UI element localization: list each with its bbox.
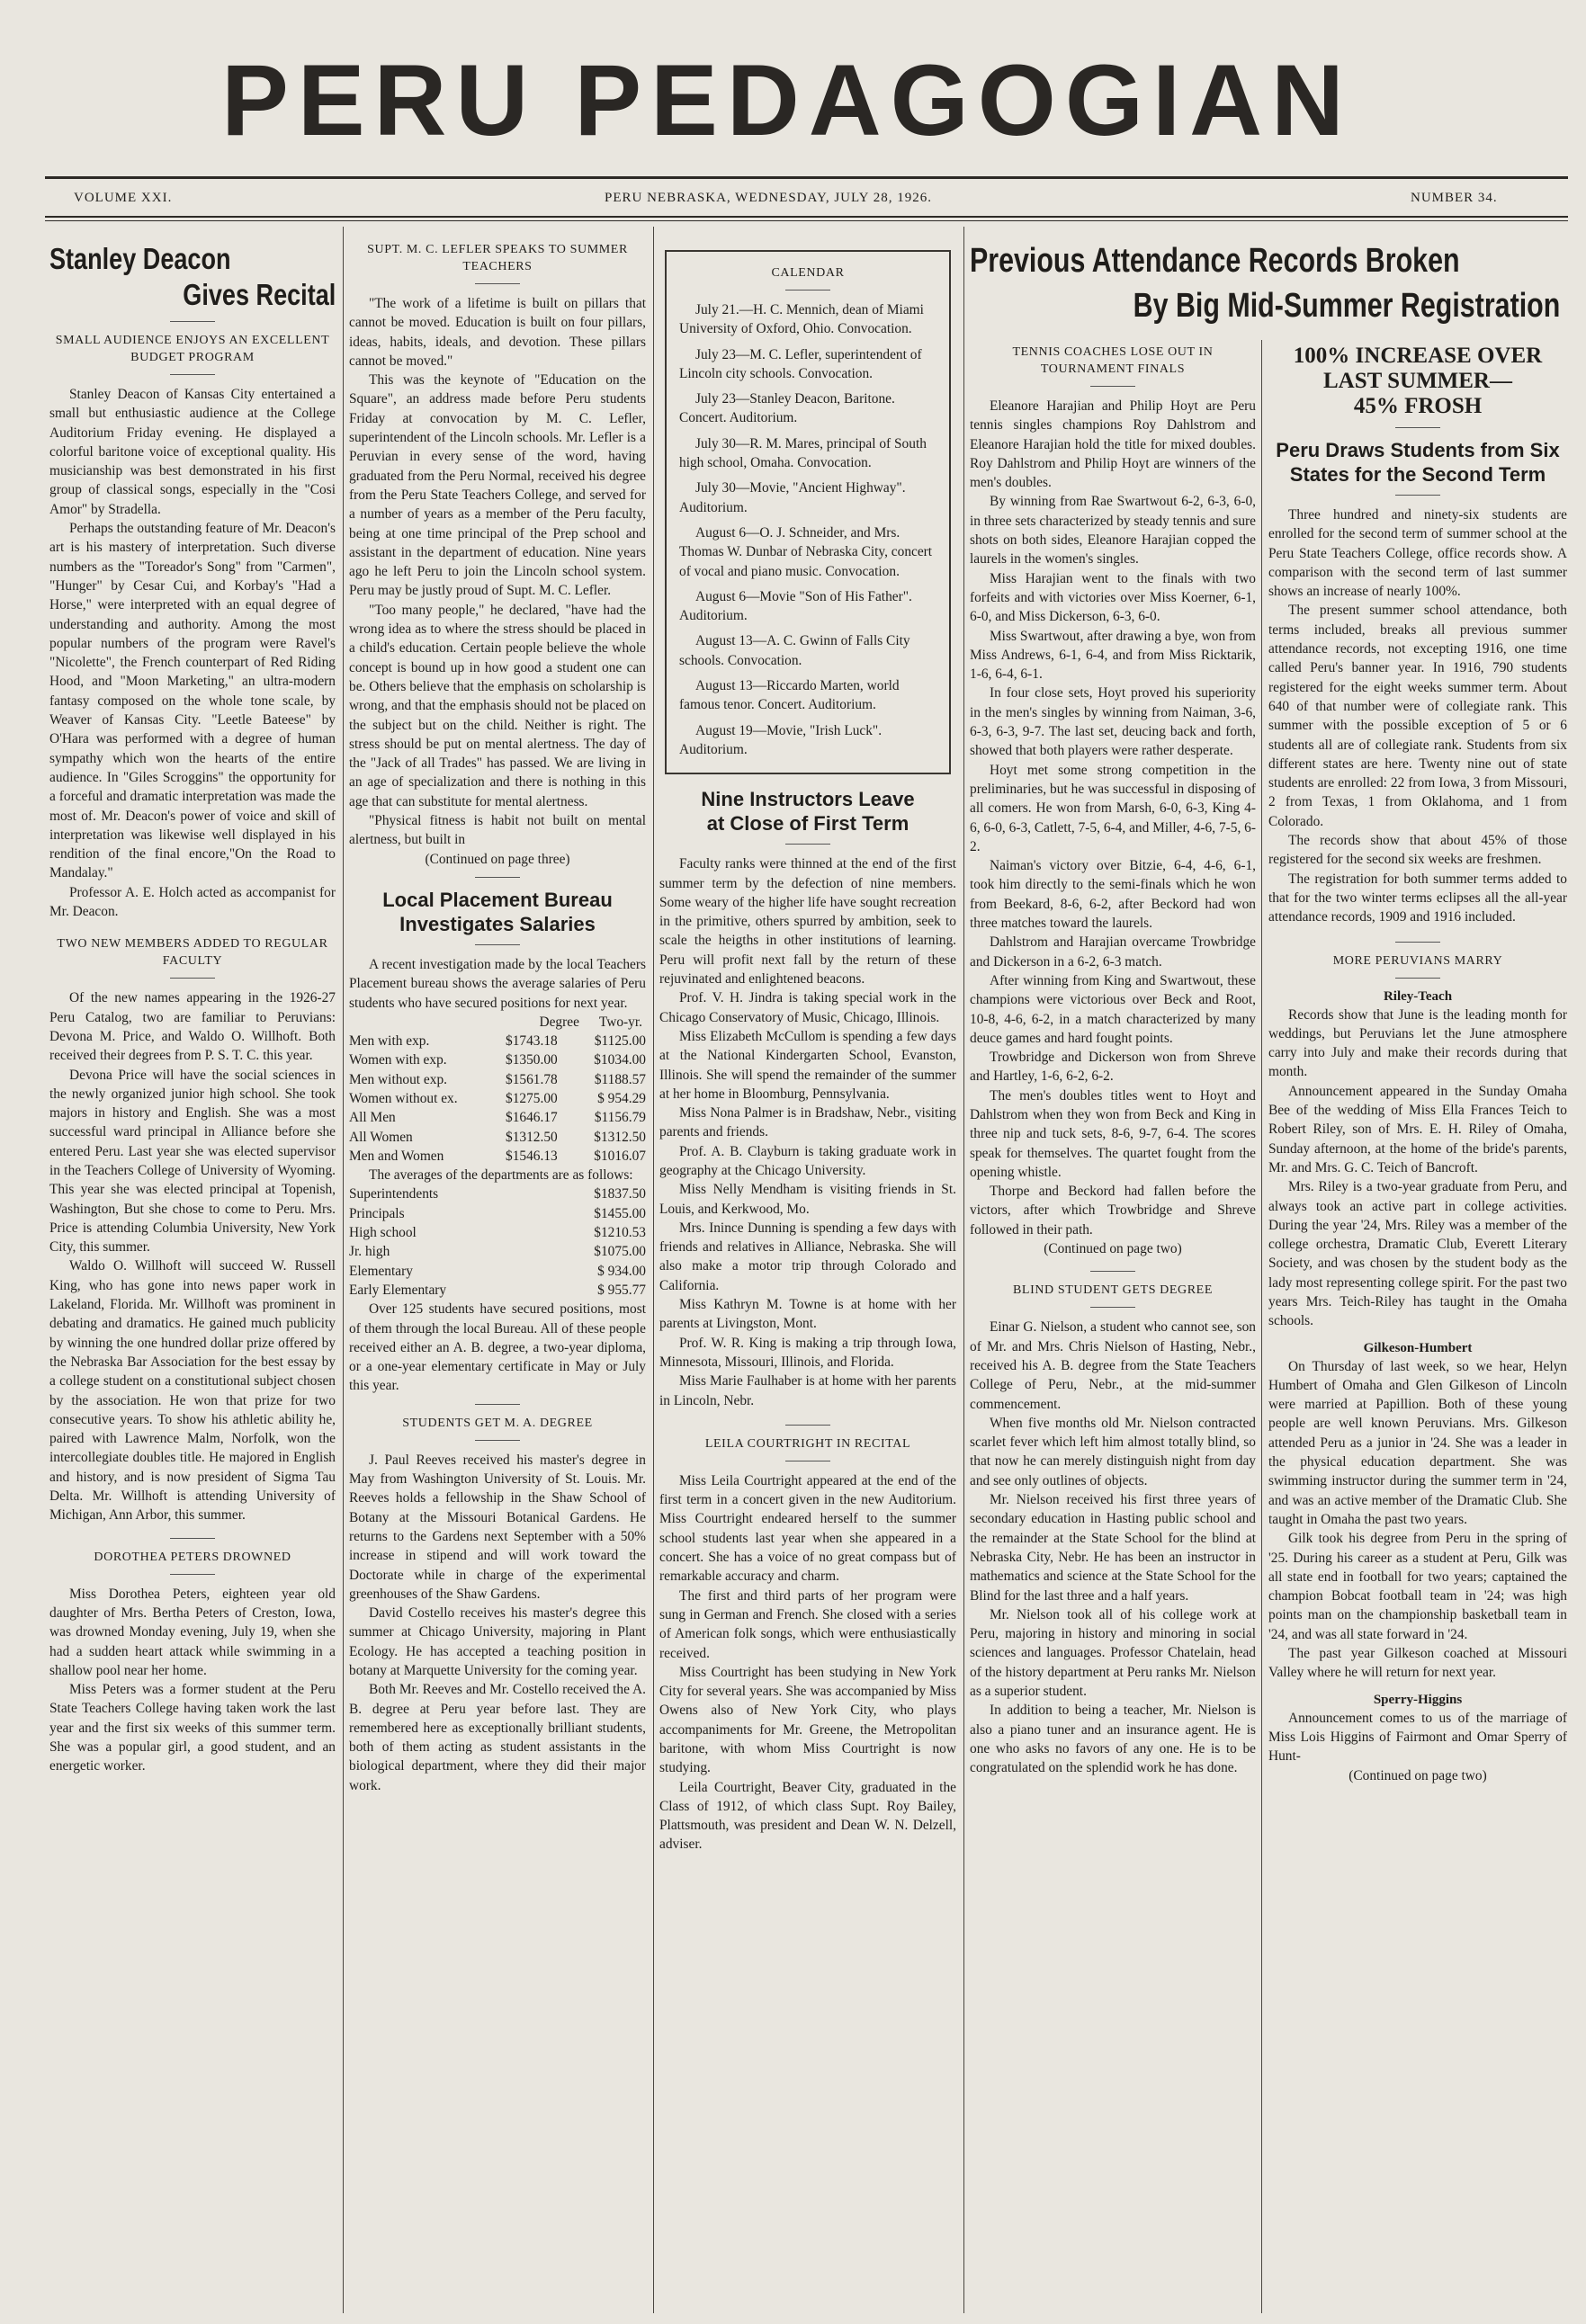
paragraph: Miss Courtright has been studying in New York City for several years. She was accompanied by Miss Owens also of New York City, who plays accompaniments for Mr. Greene, the Metropolitan baritone, with whom Miss Courtright is now studying. [659,1664,956,1776]
column-header: Degree [539,1014,579,1030]
table-cell: $1275.00 [506,1090,558,1106]
column-1 [49,241,336,2310]
paragraph: Miss Harajian went to the finals with two forfeits and with victories over Miss Koerner, 6-1, 6-0, and Miss Dickerson, 6-3, 6-0. [970,570,1256,625]
table-row [349,1262,646,1281]
paragraph: A recent investigation made by the local Teachers Placement bureau shows the average salaries of Peru students who have secured positions for next year. [349,956,646,1011]
calendar-entry: July 30—Movie, "Ancient Highway". Auditorium. [679,480,906,515]
headline: at Close of First Term [706,812,909,836]
paragraph: Miss Kathryn M. Towne is at home with her parents at Livingston, Mont. [659,1297,956,1332]
paragraph: Miss Nelly Mendham is visiting friends in St. Louis, and Kerkwood, Mo. [659,1182,956,1217]
subheadline: 100% INCREASE OVER LAST SUMMER— [1293,344,1543,393]
table-cell: $1561.78 [506,1071,558,1087]
calendar-entry: August 6—O. J. Schneider, and Mrs. Thomas W. Dunbar of Nebraska City, concert of vocal and piano music. Convocation. [679,524,933,579]
continued-note: (Continued on page two) [1349,1767,1487,1783]
table-cell: Women with exp. [349,1052,447,1068]
calendar-entry: August 6—Movie "Son of His Father". Auditorium. [679,588,912,624]
column-2 [349,241,646,2310]
calendar-entry: July 23—M. C. Lefler, superintendent of Lincoln city schools. Convocation. [679,346,922,381]
table-row [349,1050,646,1069]
paragraph: Three hundred and ninety-six students are enrolled for the second term of summer school at the Peru State Teachers College, office records show. A comparison with the second term of last summer shows an increase of nearly 100%. [1268,507,1567,600]
paragraph: This was the keynote of "Education on the Square", an address made before Peru students Friday at convocation by M. C. Lefler, superintendent of the Lincoln schools. Mr. Lefler is a Peruvian in every sense of the word, having graduated from the Peru Normal, received his degree from the Peru State Teachers College, and served for a number of years as a member of the Peru faculty, being at one time principal of the Prep school and assistant in the department of education. Nine years ago he left Peru to join the Lincoln school system. Peru may be justly proud of Supt. M. C. Lefler. [349,372,646,599]
separator [170,374,215,375]
masthead-rule-top [45,176,1568,179]
paragraph: Miss Marie Faulhaber is at home with her parents in Lincoln, Nebr. [659,1373,956,1408]
table-cell: $1546.13 [506,1148,558,1164]
paragraph: Prof. A. B. Clayburn is taking graduate work in geography at the Chicago University. [659,1143,956,1178]
table-cell: Early Elementary [349,1282,447,1298]
article-new-faculty [49,935,336,1524]
separator [785,844,830,845]
headline: Previous Attendance Records Broken [970,242,1460,280]
paragraph: Announcement comes to us of the marriage of Miss Lois Higgins of Fairmont and Omar Sperry of Hunt- [1268,1710,1567,1765]
article-tennis [970,344,1256,1258]
separator [475,1440,520,1441]
paragraph: David Costello receives his master's degree this summer at Chicago University, majoring in Plant Ecology. He has accepted a teaching position in botany at Marquette University for the coming year. [349,1605,646,1678]
paragraph: The present summer school attendance, both terms included, breaks all previous summer attendance records, not excepting 1916, one time called Peru's banner year. In 1916, 790 students registered for the eight weeks summer term. About 640 of that number were of collegiate rank. This summer with the possible exception of 5 or 6 students all are of collegiate rank. Students from six different states are here. Twenty nine out of state students are enrolled: 22 from Iowa, 3 from Missouri, 2 from Texas, 1 from Oklahoma, and 1 from Colorado. [1268,603,1567,829]
column-5 [1268,344,1567,2310]
table-cell: $1312.50 [506,1129,558,1145]
article-nine-instructors [659,787,956,1410]
table-cell: Principals [349,1205,405,1221]
table-cell: $ 954.29 [597,1090,646,1106]
paragraph: Dahlstrom and Harajian overcame Trowbridge and Dickerson in a 6-2, 6-3 match. [970,934,1256,970]
article-ma-degree [349,1415,646,1795]
paragraph: "Physical fitness is habit not built on mental alertness, but built in [349,813,646,848]
continued-note: (Continued on page three) [425,851,570,867]
separator [1090,1271,1135,1272]
calendar-entry: July 23—Stanley Deacon, Baritone. Concert. Auditorium. [679,391,895,426]
subheadline: SMALL AUDIENCE ENJOYS AN EXCELLENT BUDGET PROGRAM [55,334,330,364]
table-cell: Jr. high [349,1244,390,1260]
table-cell: $1188.57 [594,1071,646,1087]
salary-table-header [349,1013,646,1032]
table-cell: $1075.00 [594,1244,646,1260]
calendar-box [665,250,951,774]
paragraph: Over 125 students have secured positions, most of them through the local Bureau. All of these people received either an A. B. degree, a two-year diploma, or a one-year elementary certificate in May or July this year. [349,1301,646,1394]
department-table [349,1184,646,1300]
subheadline: MORE PERUVIANS MARRY [1332,953,1503,968]
table-cell: All Women [349,1129,413,1145]
paragraph: Devona Price will have the social sciences in the newly organized junior high school. She took majors in history and English. She was a most successful ward principal in Alliance before she entered Peru. Last year she was elected supervisor in the Teachers College of University of Wyoming. This year she was elected principal at Topenish, Washington, But she chose to come to Peru. Mrs. Price is attending Columbia University, New York City, this summer. [49,1067,336,1256]
continued-note: (Continued on page two) [1044,1241,1182,1257]
paragraph: Mrs. Riley is a two-year graduate from Peru, and always took an active part in college activities. During the year '24, Mrs. Riley was a member of the college orchestra, Dramatic Club, Everett Literary Society, and was chosen by the student body as the lady most representing college spirit. For the past two years Mrs. Teich-Riley has taught in the Omaha schools. [1268,1179,1567,1329]
section-title: Gilkeson-Humbert [1363,1340,1473,1355]
paragraph: Mrs. Inince Dunning is spending a few days with friends and relatives in Alliance, Nebraska. She will also make a motor trip through Colorado and California. [659,1220,956,1293]
article-deacon-recital [49,241,336,921]
headline: Local Placement Bureau [382,888,613,911]
column-3 [659,241,956,2310]
table-row [349,1128,646,1147]
subheadline: STUDENTS GET M. A. DEGREE [402,1416,593,1430]
article-peters-drowned [49,1549,336,1776]
separator [475,283,520,284]
article-placement-bureau [349,888,646,1396]
paragraph: Records show that June is the leading month for weddings, but Peruvians let the June atmosphere carry into July and make their records during that month. [1268,1006,1567,1080]
volume-label: VOLUME XXI. [74,191,173,205]
paragraph: In addition to being a teacher, Mr. Nielson is also a piano tuner and an insurance agent. He is one who asks no favors of any one. He is to be congratulated on the splendid work he has done. [970,1703,1256,1776]
article-courtright-recital [659,1435,956,1855]
subheadline: DOROTHEA PETERS DROWNED [94,1550,291,1564]
table-cell: $1125.00 [594,1033,646,1050]
subheadline: SUPT. M. C. LEFLER SPEAKS TO SUMMER TEACHERS [367,243,628,273]
separator [1395,495,1440,496]
headline: Peru Draws Students from Six States for the Second Term [1276,439,1560,486]
paragraph: Thorpe and Beckord had fallen before the victors, after which Trowbridge and Shreve followed in their path. [970,1184,1256,1238]
paragraph: Naiman's victory over Bitzie, 6-4, 4-6, 6-1, took him directly to the semi-finals which he won from Beekard, 8-6, 6-2, after Beckord had won three matches toward the laurels. [970,858,1256,932]
subheadline: BLIND STUDENT GETS DEGREE [1012,1283,1213,1298]
lead-headline [970,239,1564,336]
table-row [349,1184,646,1203]
article-attendance [1268,344,1567,927]
calendar-entry: August 13—A. C. Gwinn of Falls City schools. Convocation. [679,633,910,668]
article-blind-student [970,1282,1256,1777]
paragraph: Miss Dorothea Peters, eighteen year old daughter of Mrs. Bertha Peters of Creston, Iowa, was drowned Monday evening, July 19, when she had a sudden heart attack while swimming in a shallow pool near her home. [49,1586,336,1678]
calendar-entry: July 30—R. M. Mares, principal of South high school, Omaha. Convocation. [679,435,927,471]
subheadline: TWO NEW MEMBERS ADDED TO REGULAR FACULTY [57,937,328,969]
paragraph: The registration for both summer terms added to that for the two winter terms eclipses all the all-year attendance records, 1909 and 1916 included. [1268,871,1567,925]
paragraph: The past year Gilkeson coached at Missouri Valley where he will return for next year. [1268,1646,1567,1681]
paragraph: Of the new names appearing in the 1926-27 Peru Catalog, two are familiar to Peruvians: Devona M. Price, and Waldo O. Willhoft. Both received their degrees from P. S. T. C. this year. [49,990,336,1064]
separator [1395,427,1440,428]
paragraph: Announcement appeared in the Sunday Omaha Bee of the wedding of Miss Ella Frances Teich to Robert Riley, son of Mrs. E. H. Riley of Omaha, Sunday afternoon, at the home of the bride's parents, Mr. and Mrs. G. C. Teich of Bancroft. [1268,1083,1567,1175]
paragraph: In four close sets, Hoyt proved his superiority in the men's singles by winning from Naiman, 3-6, 6-3, 6-3, 9-7. The last set, deucing back and forth, showed that both players were rather desperate. [970,685,1256,759]
headline: By Big Mid-Summer Registration [1133,287,1560,325]
table-cell: $1350.00 [506,1052,558,1068]
separator [170,1538,215,1539]
column-rule [343,227,344,2313]
table-cell: $1210.53 [594,1225,646,1241]
table-cell: Women without ex. [349,1090,458,1106]
separator [475,877,520,878]
separator [1090,1307,1135,1308]
headline: Stanley Deacon [49,242,231,275]
separator [475,1404,520,1405]
paragraph: By winning from Rae Swartwout 6-2, 6-3, 6-0, in three sets characterized by steady tennis and sure shots on both sides, Eleanore Harajian copped the laurels in the women's singles. [970,494,1256,568]
paragraph: When five months old Mr. Nielson contracted scarlet fever which left him almost totally blind, so that now he can merely distinguish night from day and see only outlines of objects. [970,1415,1256,1488]
table-cell: Men and Women [349,1148,444,1164]
paragraph: Eleanore Harajian and Philip Hoyt are Peru tennis singles champions Roy Dahlstrom and Eleanore Harajian hold the title for mixed doubles. Roy Dahlstrom and Philip Hoyt are winners of the men's doubles. [970,398,1256,491]
paragraph: Mr. Nielson took all of his college work at Peru, majoring in history and minoring in social sciences and languages. Professor Chatelain, head of the history department at Peru ranks Mr. Nielson as a superior student. [970,1606,1256,1699]
table-cell: $1016.07 [594,1148,646,1164]
paragraph: Miss Nona Palmer is in Bradshaw, Nebr., visiting parents and friends. [659,1105,956,1140]
subheadline: LEILA COURTRIGHT IN RECITAL [704,1436,911,1451]
table-cell: High school [349,1225,417,1241]
table-cell: All Men [349,1110,396,1126]
table-row [349,1108,646,1127]
calendar-title: CALENDAR [771,266,845,280]
paragraph: The first and third parts of her program were sung in German and French. She closed with a series of American folk songs, which were enthusiastically received. [659,1587,956,1661]
headline: Investigates Salaries [399,912,596,935]
table-row [349,1032,646,1050]
table-cell: Superintendents [349,1186,439,1202]
paragraph: Mr. Nielson received his first three years of secondary education in Hasting public school and the remainder at the State School for the blind at Nebraska City, Nebr. He has been an instructor in mathematics and science at the State School for the Blind for the last three and a half years. [970,1492,1256,1604]
paragraph: Waldo O. Willhoft will succeed W. Russell King, who has gone into news paper work in Lakeland, Florida. Mr. Willhoft was prominent in debating and dramatics. He gained much publicity by winning the one hundred dollar prize offered by the Nebraska Bar Association for the best essay by a college student on a constitutional subject chosen by the association. He won that prize for two consecutive years. To show his athletic ability he, paired with Lawrence Malm, Norfolk, won the intercollegiate doubles title. He majored in English and history, and is now president of Sigma Tau Delta. Mr. Willhoft is attending University of Michigan, Ann Arbor, this summer. [49,1258,336,1524]
paragraph: The averages of the departments are as follows: [369,1167,633,1184]
subheadline: 45% FROSH [1353,394,1483,418]
column-header: Two-yr. [598,1014,642,1030]
separator [1395,942,1440,943]
calendar-entry: July 21.—H. C. Mennich, dean of Miami University of Oxford, Ohio. Convocation. [679,302,924,337]
paragraph: Trowbridge and Dickerson won from Shreve and Hartley, 1-6, 6-2, 6-2. [970,1050,1256,1085]
table-cell: $1156.79 [594,1110,646,1126]
paragraph: Professor A. E. Holch acted as accompanist for Mr. Deacon. [49,884,336,920]
separator [1395,978,1440,979]
table-cell: Elementary [349,1263,413,1279]
column-rule [1261,340,1262,2313]
calendar-entry: August 13—Riccardo Marten, world famous tenor. Concert. Auditorium. [679,678,900,713]
headline: Nine Instructors Leave [701,788,915,811]
table-cell: $ 955.77 [597,1282,646,1298]
paragraph: The records show that about 45% of those registered for the second six weeks are freshmen. [1268,833,1567,868]
table-row [349,1204,646,1223]
paragraph: Stanley Deacon of Kansas City entertained a small but enthusiastic audience at the College Auditorium Friday evening. He displayed a colorful baritone voice of exceptional quality. His musicianship was best demonstrated in his first group of classical songs, especially in the "Cosi Amor" by Stradella. [49,387,336,517]
article-lefler [349,241,646,869]
table-row [349,1089,646,1108]
table-cell: $1455.00 [594,1205,646,1221]
table-cell: $1646.17 [506,1110,558,1126]
table-row [349,1242,646,1261]
separator [170,978,215,979]
table-row [349,1070,646,1089]
headline: Gives Recital [183,278,336,311]
table-cell: Men with exp. [349,1033,430,1050]
column-rule [963,227,964,2313]
paragraph: Both Mr. Reeves and Mr. Costello received the A. B. degree at Peru year before last. They are remembered here as exceptionally brilliant students, both of them acting as student assistants in the biological department, where they did their major work. [349,1682,646,1793]
table-row [349,1223,646,1242]
table-cell: $1034.00 [594,1052,646,1068]
paragraph: Perhaps the outstanding feature of Mr. Deacon's art is his mastery of interpretation. Such diverse numbers as the "Toreador's Song" from "Carmen", "Hunger" by Cesar Cui, and Korbay's "Had a Horse," were interpreted with an equal degree of understanding and authority. Among the most popular numbers of the program were Ravel's "Nicolette", the French counterpart of Red Riding Hood, and "Moon Marketing," an ultra-modern fantasy composed on the whole tone scale, by Weaver of Kansas City. "Leetle Bateese" by O'Hara was performed with a degree of human sympathy which won the hearts of the entire audience. In "Giles Scroggins" the opportunity for a forceful and dramatic interpretation was made the most of. Mr. Deacon's power of voice and skill of interpretation was likewise well displayed in his rendition of the final encore,"On the Road to Mandalay." [49,521,336,881]
table-row [349,1147,646,1166]
paragraph: Miss Elizabeth McCullom is spending a few days at the National Kindergarten School, Evanston, Illinois. She will spend the remainder of the summer at her home in Bloomburg, Pennsylvania. [659,1028,956,1102]
separator [475,944,520,945]
paragraph: The men's doubles titles went to Hoyt and Dahlstrom when they won from Beck and King in three nip and tuck sets, 8-6, 9-7, 6-4. The scores speak for themselves. The quartet fought from the opening whistle. [970,1087,1256,1180]
column-rule [653,227,654,2313]
paragraph: Faculty ranks were thinned at the end of the first summer term by the defection of nine members. Some weary of the higher life have sought recreation in the primitive, others spurred by ambition, seek to scale the heigths in other institutions of learning. Peru will profit next fall by the return of these rejuvinated and enlightened beacons. [659,856,956,988]
subheadline: TENNIS COACHES LOSE OUT IN TOURNAMENT FINALS [1012,345,1214,376]
paragraph: Prof. W. R. King is making a trip through Iowa, Minnesota, Missouri, Illinois, and Florida. [659,1335,956,1370]
table-cell: $1743.18 [506,1033,558,1050]
paragraph: On Thursday of last week, so we hear, Helyn Humbert of Omaha and Glen Gilkeson of Lincoln were married at Papillion. Both of these young people are well known Peruvians. Mrs. Gilkeson attended Peru as a junior in '24. She was a leader in the physical education department. She was swimming instructor during the summer term in '24, and was an active member of the Dramatic Club. She taught in Omaha the past two years. [1268,1358,1567,1527]
masthead-title: PERU PEDAGOGIAN [221,47,1353,155]
table-cell: $1837.50 [594,1186,646,1202]
salary-table [349,1032,646,1166]
paragraph: "Too many people," he declared, "have had the wrong idea as to where the stress should be placed in a child's education. Certain people believe the whole concept is bound up in how good a student one can be. Others believe that the emphasis on scholarship is wrong, and that the emphasis should not be placed on the subject but on the child. Neither is right. The stress should be put on mental alertness. The day of the "Jack of all Trades" has passed. We are living in an age of specialization and there is nothing in this age that can substitute for mental alertness. [349,602,646,809]
separator [1090,386,1135,387]
table-cell: $1312.50 [594,1129,646,1145]
paragraph: "The work of a lifetime is built on pillars that cannot be moved. Education is built on four pillars, ideas, habits, ideals, and devotion. These pillars cannot be moved." [349,296,646,369]
section-title: Riley-Teach [1383,988,1453,1004]
table-row [349,1281,646,1300]
paragraph: J. Paul Reeves received his master's degree in May from Washington University of St. Louis. Mr. Reeves holds a fellowship in the Shaw School of Botany at the Missouri Botanical Gardens. He returns to the Gardens next September with a 50% increase in stipend and will work toward the Doctorate while in charge of the experimental greenhouses of the Shaw Gardens. [349,1452,646,1602]
masthead-rule-bottom [45,216,1568,218]
separator [785,1425,830,1426]
masthead-rule-thin [45,220,1568,221]
paragraph: Leila Courtright, Beaver City, graduated in the Class of 1912, of which class Supt. Roy Bailey, Plattsmouth, was president and Dean W. N. Delzell, adviser. [659,1779,956,1853]
paragraph: Prof. V. H. Jindra is taking special work in the Chicago Conservatory of Music, Chicago, Illinois. [659,990,956,1025]
column-4 [970,344,1256,2310]
article-peruvians-marry [1268,952,1567,1785]
paragraph: Miss Leila Courtright appeared at the end of the first term in a concert given in the new Auditorium. Miss Courtright endeared herself to the summer school students last year when she appeared in a concert. She has a voice of no great compass but of remarkable accuracy and charm. [659,1472,956,1585]
separator [170,1574,215,1575]
table-cell: $ 934.00 [597,1263,646,1279]
paragraph: Miss Peters was a former student at the Peru State Teachers College having taken work the last year and the first six weeks of this summer term. She was a popular girl, a good student, and an energetic worker. [49,1682,336,1774]
dateline: PERU NEBRASKA, WEDNESDAY, JULY 28, 1926. [605,191,932,205]
paragraph: Miss Swartwout, after drawing a bye, won from Miss Andrews, 6-1, 6-4, and from Miss Ricktarik, 1-6, 6-4, 6-1. [970,628,1256,683]
paragraph: Einar G. Nielson, a student who cannot see, son of Mr. and Mrs. Chris Nielson of Hasting, Nebr., received his A. B. degree from the State Teachers College of Peru, Nebr., at the mid-summer commencement. [970,1319,1256,1412]
paragraph: Hoyt met some strong competition in the preliminaries, but he was successful in disposing of all comers. He won from Marsh, 6-0, 6-3, King 4-6, 6-0, 6-3, Catlett, 7-5, 6-4, and Miller, 4-6, 7-5, 6-2. [970,762,1256,854]
table-cell: Men without exp. [349,1071,448,1087]
calendar-entry: August 19—Movie, "Irish Luck". Auditorium. [679,722,883,757]
paragraph: Gilk took his degree from Peru in the spring of '25. During his career as a student at Peru, Gilk was all state end in football for two years; captained the champion Bobcat football team in '24; was high points man on the championship basketball team in '24, and was all state forward in '24. [1268,1531,1567,1642]
section-title: Sperry-Higgins [1373,1692,1463,1707]
separator [170,321,215,322]
issue-number: NUMBER 34. [1411,191,1498,205]
paragraph: After winning from King and Swartwout, these champions were victorious over Beck and Root, 10-8, 4-6, 6-2, in a match characterized by many deuce games and hard fought points. [970,972,1256,1046]
